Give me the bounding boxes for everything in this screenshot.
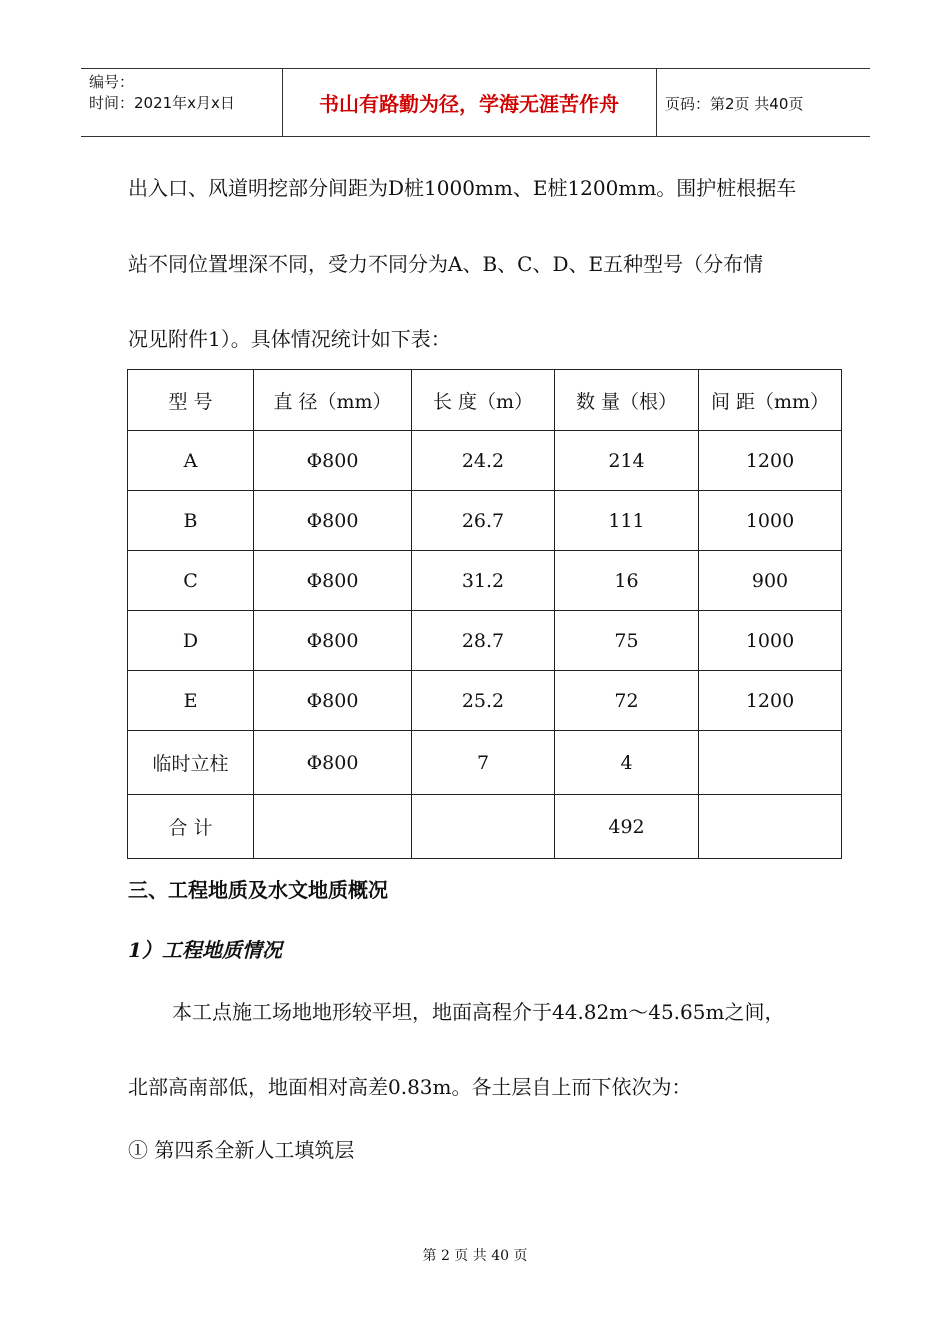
table-header-cell: 长 度（m） bbox=[412, 370, 555, 431]
table-total-row bbox=[128, 795, 842, 859]
table-cell: 24.2 bbox=[412, 431, 555, 491]
subsection-heading: 1）工程地质情况 bbox=[128, 938, 282, 962]
body-text-line: 本工点施工场地地形较平坦，地面高程介于44.82m～45.65m之间， bbox=[172, 1000, 785, 1024]
table-cell: 214 bbox=[555, 431, 699, 491]
table-cell: 1000 bbox=[699, 611, 842, 671]
table-cell: 28.7 bbox=[412, 611, 555, 671]
header-divider bbox=[656, 69, 657, 136]
table-row bbox=[128, 551, 842, 611]
table-cell: 合 计 bbox=[128, 795, 254, 859]
page-footer: 第 2 页 共 40 页 bbox=[422, 1248, 528, 1264]
body-text-line: 北部高南部低，地面相对高差0.83m。各土层自上而下依次为： bbox=[128, 1075, 692, 1099]
table-header-row bbox=[128, 370, 842, 431]
table-cell: 1200 bbox=[699, 431, 842, 491]
page-header bbox=[81, 68, 870, 137]
table-cell: 1200 bbox=[699, 671, 842, 731]
table-cell: 1000 bbox=[699, 491, 842, 551]
document-number-label: 编号： bbox=[89, 73, 135, 91]
body-text-line: 出入口、风道明挖部分间距为D桩1000mm、E桩1200mm。围护桩根据车 bbox=[128, 176, 797, 200]
table-cell bbox=[254, 795, 412, 859]
header-page-info: 页码：第2页 共40页 bbox=[665, 95, 804, 113]
table-header-cell: 间 距（mm） bbox=[699, 370, 842, 431]
header-info-cell bbox=[89, 72, 279, 114]
table-cell: 4 bbox=[555, 731, 699, 795]
table-cell: 7 bbox=[412, 731, 555, 795]
table-cell: Φ800 bbox=[254, 431, 412, 491]
table-header-cell: 型 号 bbox=[128, 370, 254, 431]
table-row bbox=[128, 431, 842, 491]
table-cell: D bbox=[128, 611, 254, 671]
table-row bbox=[128, 671, 842, 731]
header-motto: 书山有路勤为径，学海无涯苦作舟 bbox=[319, 92, 619, 116]
section-heading: 三、工程地质及水文地质概况 bbox=[128, 878, 388, 902]
table-header-cell: 数 量（根） bbox=[555, 370, 699, 431]
table-cell bbox=[699, 795, 842, 859]
table-cell: B bbox=[128, 491, 254, 551]
table-cell bbox=[412, 795, 555, 859]
table-cell: E bbox=[128, 671, 254, 731]
table-cell bbox=[699, 731, 842, 795]
table-row bbox=[128, 491, 842, 551]
list-item: ① 第四系全新人工填筑层 bbox=[128, 1138, 355, 1162]
table-row bbox=[128, 731, 842, 795]
table-cell: Φ800 bbox=[254, 611, 412, 671]
table-cell: 26.7 bbox=[412, 491, 555, 551]
pile-statistics-table bbox=[127, 369, 842, 859]
table-cell: 31.2 bbox=[412, 551, 555, 611]
table-header-cell: 直 径（mm） bbox=[254, 370, 412, 431]
table-cell: 75 bbox=[555, 611, 699, 671]
table-cell: Φ800 bbox=[254, 551, 412, 611]
document-date-label: 时间：2021年x月x日 bbox=[89, 94, 235, 112]
table-cell: 900 bbox=[699, 551, 842, 611]
table-cell: 72 bbox=[555, 671, 699, 731]
table-cell: C bbox=[128, 551, 254, 611]
body-text-line: 站不同位置埋深不同，受力不同分为A、B、C、D、E五种型号（分布情 bbox=[128, 252, 764, 276]
table-cell: 111 bbox=[555, 491, 699, 551]
body-text-line: 况见附件1）。具体情况统计如下表： bbox=[128, 327, 451, 351]
table-cell: Φ800 bbox=[254, 491, 412, 551]
table-cell: A bbox=[128, 431, 254, 491]
table-cell: 16 bbox=[555, 551, 699, 611]
table-row bbox=[128, 611, 842, 671]
table-cell: 临时立柱 bbox=[128, 731, 254, 795]
table-cell: 492 bbox=[555, 795, 699, 859]
table-cell: Φ800 bbox=[254, 731, 412, 795]
table-cell: Φ800 bbox=[254, 671, 412, 731]
table-cell: 25.2 bbox=[412, 671, 555, 731]
